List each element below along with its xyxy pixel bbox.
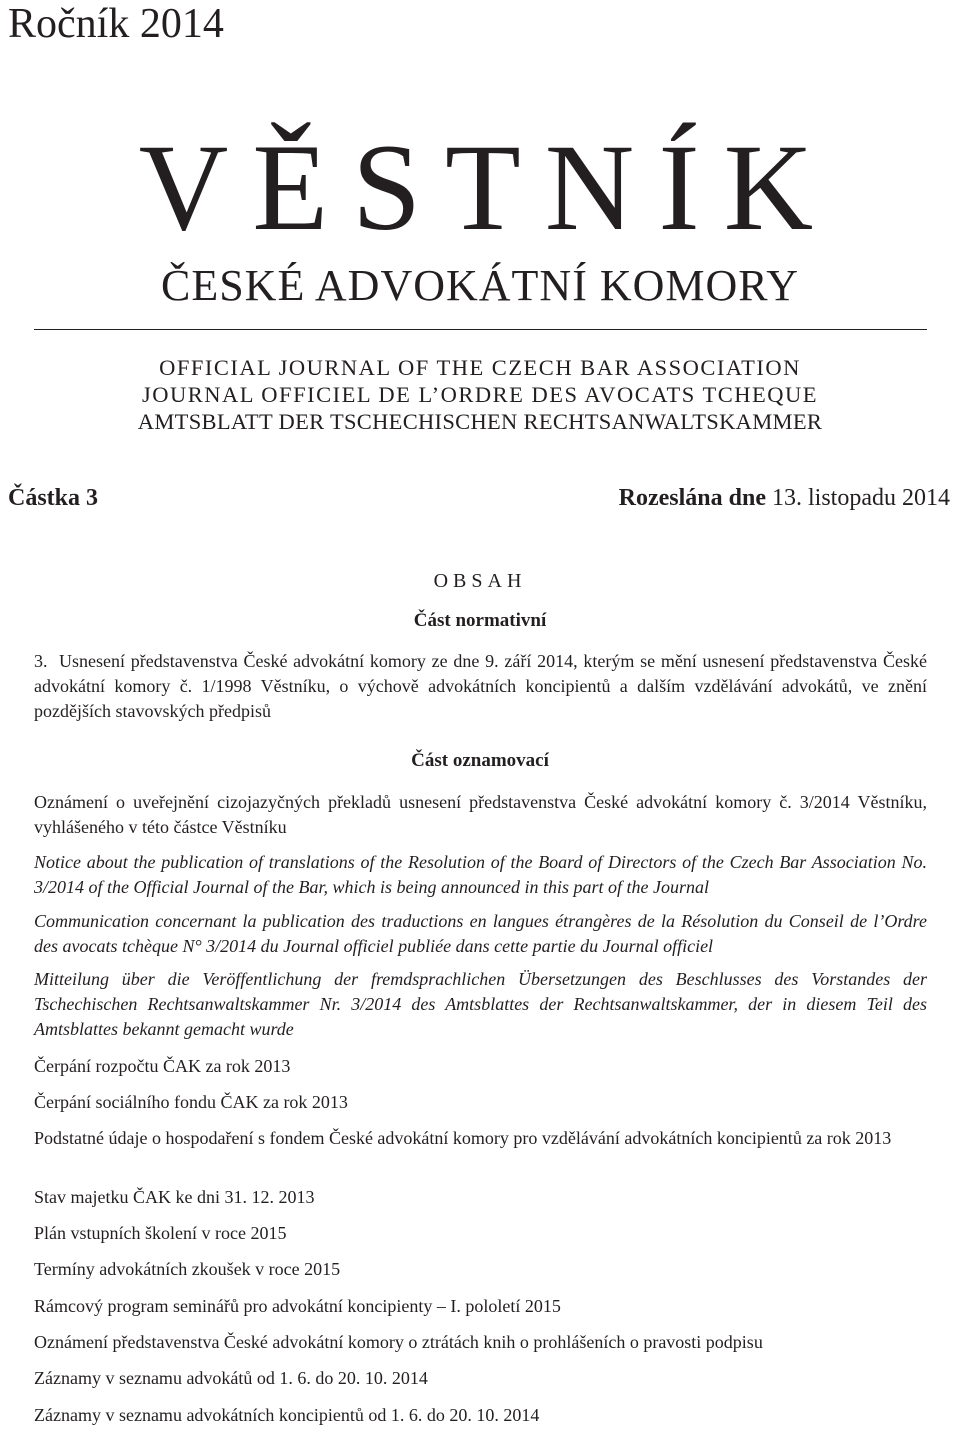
normative-item-number: 3.: [34, 651, 48, 671]
normative-item-text: 3. Usnesení představenstva České advokátní komory ze dne 9. září 2014, kterým se mění usnesení představenstva České advokátní komory č. 1/1998 Věstníku, o výchově advokátních koncipientů a dalším vzdělávání advokátů, ve znění pozdějších stavovských předpisů: [34, 651, 927, 721]
masthead-subtitle: ČESKÉ ADVOKÁTNÍ KOMORY: [160, 261, 800, 310]
list-item: Záznamy v seznamu advokátů od 1. 6. do 20. 10. 2014: [34, 1368, 428, 1388]
notice-paragraph-en: Notice about the publication of translations of the Resolution of the Board of Directors of the Czech Bar Association No. 3/2014 of the Official Journal of the Bar, which is being announced in this part of the Journal: [34, 852, 927, 897]
notice-paragraph-de: Mitteilung über die Veröffentlichung der fremdsprachlichen Übersetzungen des Beschlusses des Vorstandes der Tschechischen Rechtsanwaltskammer Nr. 3/2014 des Amtsblattes der Rechtsanwaltskammer, der in diesem Teil des Amtsblattes bekannt gemacht wurde: [34, 969, 927, 1039]
list-item: Oznámení představenstva České advokátní komory o ztrátách knih o prohlášeních o pravosti podpisu: [34, 1332, 763, 1352]
list-item: Podstatné údaje o hospodaření s fondem České advokátní komory pro vzdělávání advokátních koncipientů za rok 2013: [34, 1128, 892, 1148]
issue-date-label: Rozeslána dne: [618, 485, 766, 511]
journal-title-en: OFFICIAL JOURNAL OF THE CZECH BAR ASSOCIATION: [159, 355, 801, 380]
section-heading-notice: Část oznamovací: [411, 750, 549, 771]
normative-item: [34, 649, 927, 724]
list-item: Plán vstupních školení v roce 2015: [34, 1223, 287, 1243]
list-item: Záznamy v seznamu advokátních koncipientů od 1. 6. do 20. 10. 2014: [34, 1405, 540, 1425]
header-divider: [34, 329, 927, 330]
issue-date: [619, 483, 950, 513]
journal-title-de: AMTSBLATT DER TSCHECHISCHEN RECHTSANWALTSKAMMER: [137, 409, 823, 434]
issue-part: Částka 3: [8, 485, 99, 511]
masthead-title: VĚSTNÍK: [138, 119, 838, 256]
list-item: Čerpání rozpočtu ČAK za rok 2013: [34, 1056, 291, 1076]
contents-title: OBSAH: [433, 570, 527, 592]
list-item: Rámcový program seminářů pro advokátní koncipienty – I. pololetí 2015: [34, 1296, 561, 1316]
volume-year: Ročník 2014: [8, 1, 224, 47]
issue-date-value: 13. listopadu 2014: [772, 485, 950, 511]
notice-paragraph-fr: Communication concernant la publication des traductions en langues étrangères de la Résolution du Conseil de l’Ordre des avocats tchèque N° 3/2014 du Journal officiel publiée dans cette partie du Journal officiel: [34, 911, 927, 956]
journal-title-fr: JOURNAL OFFICIEL DE L’ORDRE DES AVOCATS TCHEQUE: [142, 382, 818, 407]
section-heading-normative: Část normativní: [413, 610, 547, 631]
list-item: Termíny advokátních zkoušek v roce 2015: [34, 1259, 341, 1279]
notice-paragraph-cs: Oznámení o uveřejnění cizojazyčných překladů usnesení představenstva České advokátní komory č. 3/2014 Věstníku, vyhlášeného v této částce Věstníku: [34, 792, 927, 837]
list-item: Stav majetku ČAK ke dni 31. 12. 2013: [34, 1187, 315, 1207]
list-item: Čerpání sociálního fondu ČAK za rok 2013: [34, 1092, 348, 1112]
